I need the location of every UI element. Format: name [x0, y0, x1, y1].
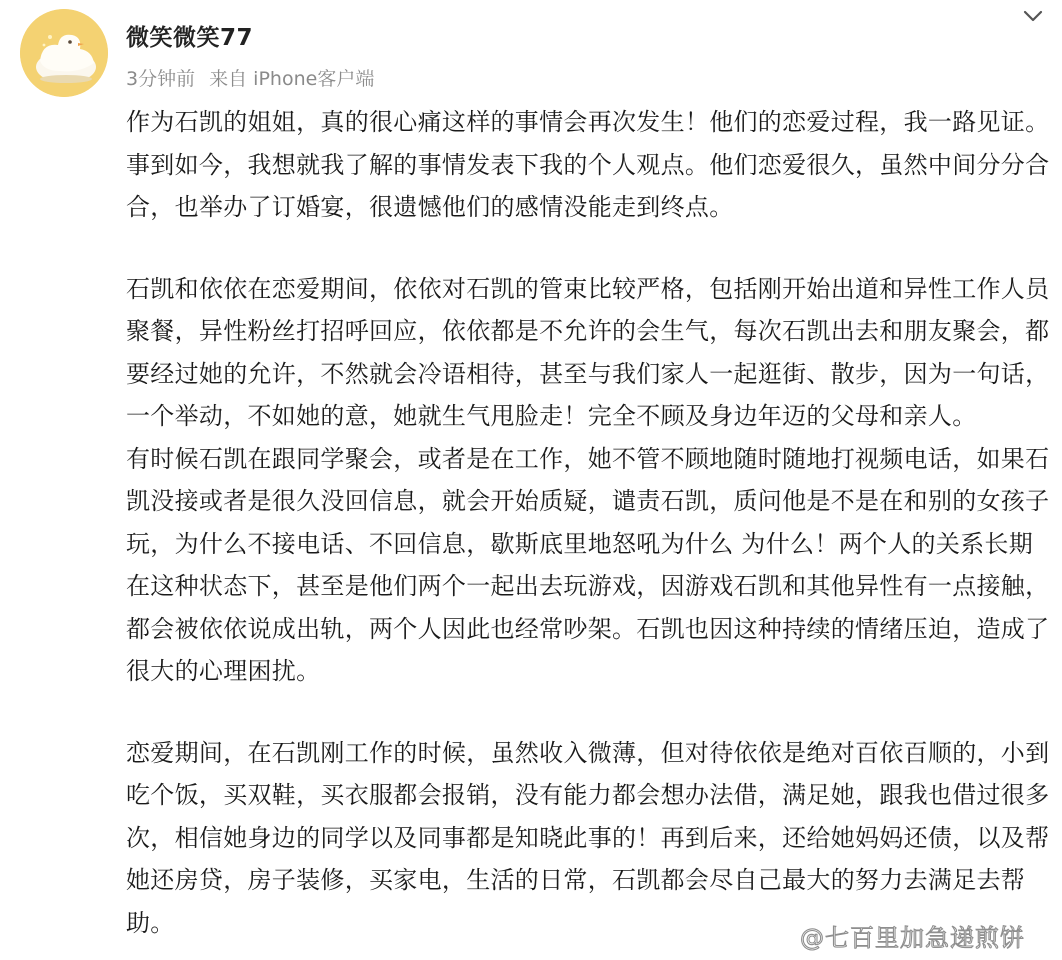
post-source[interactable]: 来自 iPhone客户端 — [209, 68, 375, 90]
post-time: 3分钟前 — [126, 68, 196, 90]
more-menu-button[interactable] — [1021, 6, 1045, 26]
duck-avatar-icon — [20, 9, 108, 97]
post-body — [126, 101, 1051, 944]
watermark: @七百里加急递煎饼 — [800, 924, 1025, 952]
post-paragraph: 作为石凯的姐姐，真的很心痛这样的事情会再次发生！他们的恋爱过程，我一路见证。事到如今，我想就我了解的事情发表下我的个人观点。他们恋爱很久，虽然中间分分合合，也举办了订婚宴，很遗憾他们的感情没能走到终点。 — [126, 108, 1050, 221]
post-paragraph: 恋爱期间，在石凯刚工作的时候，虽然收入微薄，但对待依依是绝对百依百顺的，小到吃个饭，买双鞋，买衣服都会报销，没有能力都会想办法借，满足她，跟我也借过很多次，相信她身边的同学以及同事都是知晓此事的！再到后来，还给她妈妈还债，以及帮她还房贷，房子装修，买家电，生活的日常，石凯都会尽自己最大的努力去满足去帮助。 — [126, 738, 1050, 937]
username[interactable]: 微笑微笑77 — [126, 25, 254, 51]
post-paragraph: 有时候石凯在跟同学聚会，或者是在工作，她不管不顾地随时随地打视频电话，如果石凯没接或者是很久没回信息，就会开始质疑，谴责石凯，质问他是不是在和别的女孩子玩，为什么不接电话、不回信息，歇斯底里地怒吼为什么 为什么！两个人的关系长期在这种状态下，甚至是他们两个一起出去玩游戏，因游戏石凯和其他异性有一点接触，都会被依依说成出轨，两个人因此也经常吵架。石凯也因这种持续的情绪压迫，造成了很大的心理困扰。 — [126, 444, 1050, 685]
user-avatar[interactable] — [20, 9, 108, 97]
chevron-down-icon — [1021, 6, 1045, 26]
post-meta — [126, 64, 382, 91]
post-paragraph: 石凯和依依在恋爱期间，依依对石凯的管束比较严格，包括刚开始出道和异性工作人员聚餐，异性粉丝打招呼回应，依依都是不允许的会生气，每次石凯出去和朋友聚会，都要经过她的允许，不然就会冷语相待，甚至与我们家人一起逛街、散步，因为一句话，一个举动，不如她的意，她就生气甩脸走！完全不顾及身边年迈的父母和亲人。 — [126, 274, 1050, 430]
